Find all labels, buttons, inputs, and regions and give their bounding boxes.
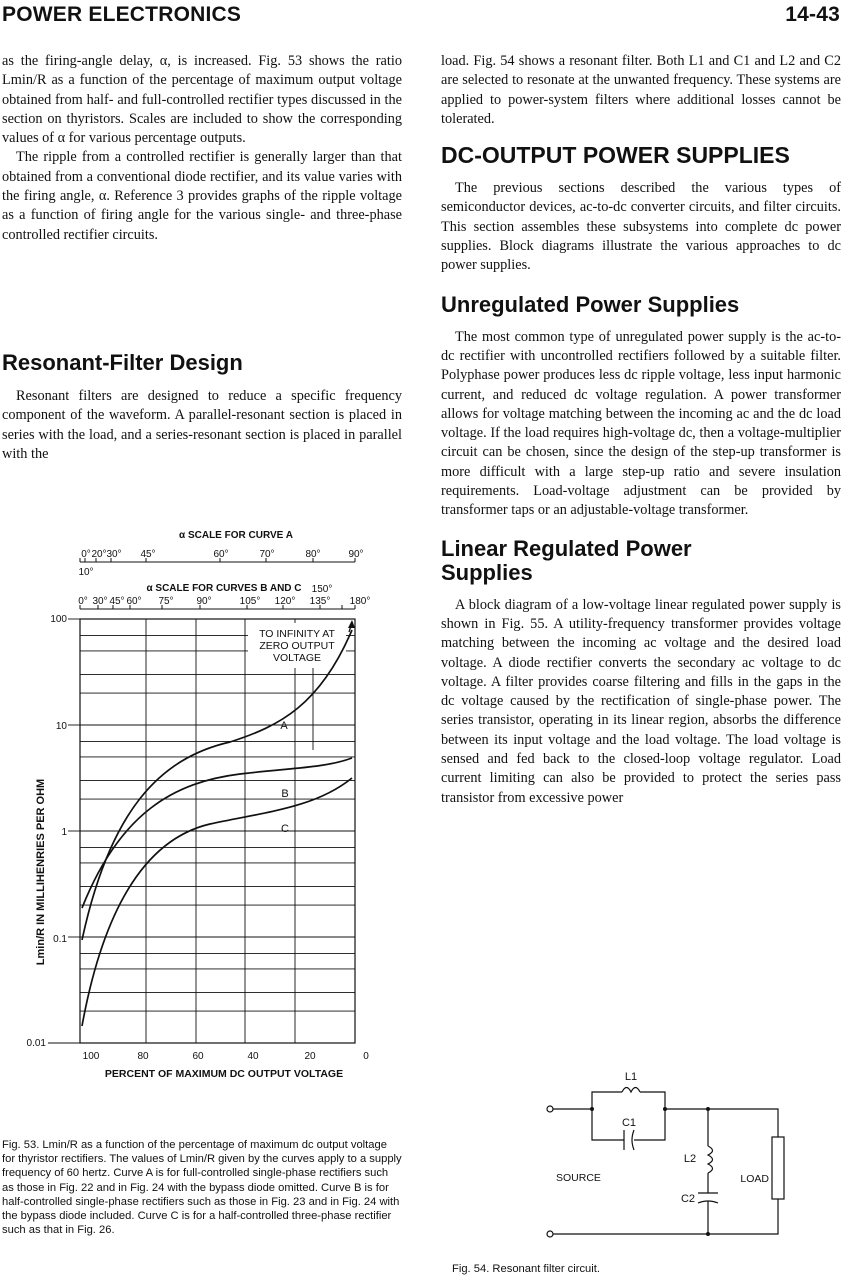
right-column — [441, 52, 841, 808]
section-heading: DC-OUTPUT POWER SUPPLIES — [441, 142, 790, 169]
x-tick-label: 60 — [192, 1051, 204, 1062]
scale-a-tick-label: 45° — [140, 549, 156, 560]
scale-a-tick-label: 60° — [213, 549, 229, 560]
x-tick-label: 100 — [82, 1051, 100, 1062]
scale-a-tick-label: 70° — [259, 549, 275, 560]
scale-a-tick-label: 30° — [106, 549, 122, 560]
scale-bc-title: α SCALE FOR CURVES B AND C — [146, 583, 302, 594]
junction — [706, 1232, 710, 1236]
scale-bc-tick-label: 135° — [309, 596, 331, 607]
label-c2: C2 — [680, 1193, 696, 1205]
scale-bc-tick-label: 45° — [109, 596, 125, 607]
x-tick-label: 20 — [304, 1051, 316, 1062]
y-tick-label: 0.1 — [53, 934, 67, 945]
y-tick-label: 100 — [50, 614, 67, 625]
junction — [663, 1107, 667, 1111]
section-heading: Resonant-Filter Design — [2, 350, 243, 375]
paragraph: Resonant filters are designed to reduce a specific frequency component of the waveform. A parallel-resonant section is placed in series with the load, and a series-resonant section is placed in parallel with the — [2, 388, 402, 462]
section-heading-line2: Supplies — [441, 559, 533, 585]
left-column-section — [2, 351, 402, 464]
scale-bc-tick-label: 75° — [158, 596, 174, 607]
capacitor-c1-plate — [632, 1130, 634, 1150]
left-column — [2, 52, 402, 245]
curve-label-a: A — [280, 720, 288, 732]
junction — [706, 1107, 710, 1111]
annotation-line: TO INFINITY AT — [259, 628, 335, 640]
scale-a-tick-label: 0° — [81, 549, 91, 560]
source-terminal-bottom — [547, 1231, 553, 1237]
x-tick-label: 80 — [137, 1051, 149, 1062]
curve-label-b: B — [281, 788, 289, 800]
scale-a-tick-label: 10° — [78, 567, 94, 578]
fig53-caption: Fig. 53. Lmin/R as a function of the percentage of maximum dc output voltage for thyristor rectifiers. The values of Lmin/R given by the curves apply to a supply frequency of 60 hertz. Curve A is for full-controlled single-phase rectifiers such as those in Fig. 22 and in Fig. 24 with the bypass diode omitted. Curve B is for half-controlled single-phase rectifiers such as those in Fig. 23 and in Fig. 24 with the bypass diode included. Curve C is for a half-controlled three-phase rectifier such as that in Fig. 26. — [2, 1139, 402, 1237]
scale-bc-tick-label: 120° — [274, 596, 296, 607]
junction — [590, 1107, 594, 1111]
x-axis-label: PERCENT OF MAXIMUM DC OUTPUT VOLTAGE — [104, 1068, 344, 1080]
paragraph: A block diagram of a low-voltage linear regulated power supply is shown in Fig. 55. A utility-frequency transformer provides voltage matching between the incoming ac voltage and the desired load voltage. A diode rectifier converts the secondary ac voltage to dc voltage. A filter provides coarse filtering and fills in the gaps in the dc voltage caused by the rectification of single-phase power. The series transistor, operating in its linear region, absorbs the difference between its input voltage and the load voltage. The load voltage is sensed and fed back to the closed-loop voltage regulator. Load current limiting can also be provided to protect the series pass transistor from excessive power — [441, 596, 841, 806]
scale-a-tick-label: 20° — [91, 549, 107, 560]
label-load: LOAD — [740, 1173, 769, 1185]
paragraph: The previous sections described the various types of semiconductor devices, ac-to-dc converter circuits, and filter circuits. This section assembles these subsystems into complete dc power supplies. Block diagrams illustrate the various approaches to dc power supplies. — [441, 180, 841, 274]
scale-a-tick-label: 90° — [348, 549, 364, 560]
label-source: SOURCE — [556, 1172, 601, 1184]
scale-bc-tick-label: 150° — [311, 584, 333, 595]
curve-label-c: C — [281, 823, 289, 835]
label-l1: L1 — [624, 1071, 638, 1083]
y-tick-label: 0.01 — [26, 1038, 46, 1049]
wire — [665, 1109, 778, 1137]
paragraph: The ripple from a controlled rectifier is generally larger than that obtained from a conventional diode rectifier, and its value varies with the firing angle, α. Reference 3 provides graphs of the ripple voltage as a function of firing angle for the various single- and three-phase controlled rectifier circuits. — [2, 149, 402, 243]
grid-lines — [80, 619, 355, 1043]
annotation-arrowhead — [348, 620, 355, 628]
paragraph: load. Fig. 54 shows a resonant filter. Both L1 and C1 and L2 and C2 are selected to resonate at the unwanted frequency. These systems are applied to power-system filters where additional losses cannot be tolerated. — [441, 53, 841, 127]
label-c1: C1 — [621, 1117, 637, 1129]
scale-a-tick-label: 80° — [305, 549, 321, 560]
paragraph: as the firing-angle delay, α, is increased. Fig. 53 shows the ratio Lmin/R as a function of the percentage of maximum output voltage obtained from half- and full-controlled rectifier types discussed in the section on thyristors. Scales are included to show the corresponding values of α for various percentage outputs. — [2, 53, 402, 147]
inductor-l1 — [622, 1088, 640, 1093]
y-axis-label: Lmin/R IN MILLIHENRIES PER OHM — [35, 778, 47, 966]
x-tick-label: 0 — [363, 1051, 369, 1062]
fig54-caption: Fig. 54. Resonant filter circuit. — [452, 1263, 600, 1275]
wire — [592, 1092, 665, 1109]
scale-bc-tick-label: 30° — [92, 596, 108, 607]
fig53-chart — [0, 520, 420, 1120]
scale-bc-tick-label: 105° — [239, 596, 261, 607]
scale-bc-tick-label: 60° — [126, 596, 142, 607]
section-heading: Unregulated Power Supplies — [441, 291, 740, 317]
x-tick-label: 40 — [247, 1051, 259, 1062]
inductor-l2 — [708, 1146, 713, 1173]
scale-bc-tick-label: 180° — [349, 596, 371, 607]
annotation-line: ZERO OUTPUT — [259, 640, 335, 652]
label-l2: L2 — [683, 1153, 697, 1165]
section-heading-line1: Linear Regulated Power — [441, 535, 692, 561]
curve-a — [82, 630, 352, 940]
load-resistor — [772, 1137, 784, 1199]
annotation-line: VOLTAGE — [272, 652, 322, 664]
source-terminal-top — [547, 1106, 553, 1112]
running-header-title: POWER ELECTRONICS — [2, 3, 242, 26]
curve-c — [82, 778, 352, 1026]
scale-bc-tick-label: 90° — [196, 596, 212, 607]
page-number: 14-43 — [785, 3, 840, 26]
scale-a-title: α SCALE FOR CURVE A — [179, 530, 293, 541]
y-tick-label: 10 — [55, 721, 67, 732]
y-tick-label: 1 — [61, 827, 67, 838]
fig54-circuit — [540, 1062, 820, 1242]
wire — [553, 1199, 778, 1234]
paragraph: The most common type of unregulated power supply is the ac-to-dc rectifier with uncontrolled rectifiers followed by a suitable filter. Polyphase power produces less dc ripple voltage, less input harmonic current, and reduced dc voltage regulation. A power transformer allows for voltage matching between the incoming ac and the dc load voltage. If the load requires high-voltage dc, then a voltage-multiplier circuit can be chosen, since the design of the step-up transformer is more difficult with a large step-up ratio and severe insulation requirements. Load-voltage adjustment can be provided by transformer taps or an adjustable-voltage transformer. — [441, 328, 841, 519]
scale-bc-tick-label: 0° — [78, 596, 88, 607]
